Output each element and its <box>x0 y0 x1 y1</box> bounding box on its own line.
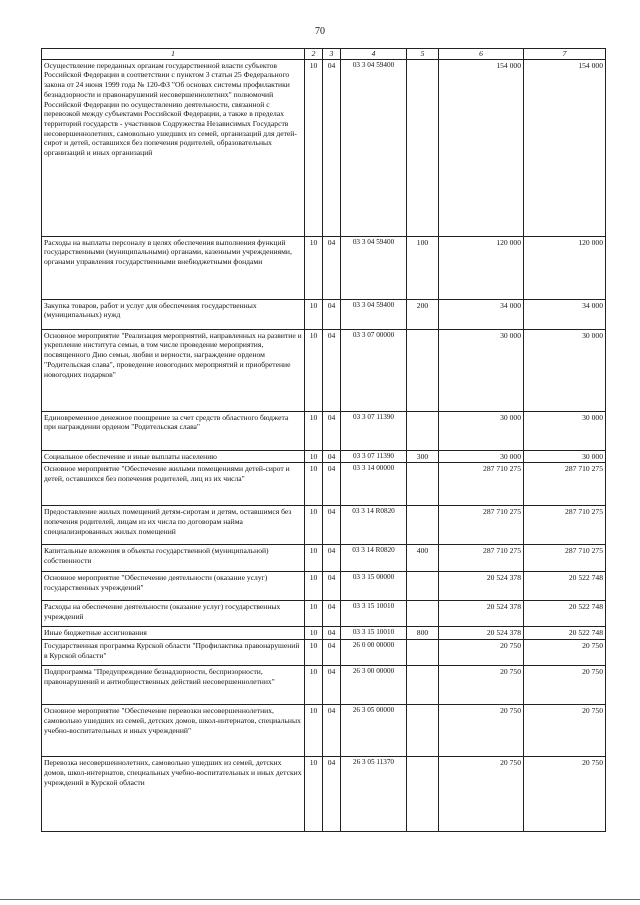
row-amount-1: 34 000 <box>439 299 524 329</box>
table-row <box>42 329 606 411</box>
row-amount-2: 287 710 275 <box>524 506 606 545</box>
row-amount-2: 30 000 <box>524 411 606 450</box>
row-subsection: 04 <box>323 411 341 450</box>
row-amount-2: 20 750 <box>524 757 606 832</box>
row-subsection: 04 <box>323 627 341 640</box>
row-amount-1: 287 710 275 <box>439 545 524 572</box>
row-amount-1: 30 000 <box>439 411 524 450</box>
row-subsection: 04 <box>323 666 341 705</box>
row-expense-type: 200 <box>407 299 439 329</box>
table-row <box>42 463 606 506</box>
row-name: Осуществление переданных органам государственной власти субъектов Российской Федерации в соответствии с пунктом 3 статьи 25 Федерального закона от 24 июня 1999 года № 120-ФЗ "Об основах системы профилактики безнадзорности и правонарушений несовершеннолетних" полномочий Российской Федерации по осуществлению деятельности, связанной с перевозкой между субъектами Российской Федерации, а также в пределах территорий государств - участников Содружества Независимых Государств несовершеннолетних, самовольно ушедших из семей, организаций для детей-сирот и детей, оставшихся без попечения родителей, образовательных организаций и иных организаций <box>42 59 305 236</box>
row-section: 10 <box>305 640 323 666</box>
row-subsection: 04 <box>323 757 341 832</box>
row-subsection: 04 <box>323 450 341 463</box>
row-expense-type <box>407 666 439 705</box>
row-amount-2: 30 000 <box>524 329 606 411</box>
table-row <box>42 601 606 627</box>
row-expense-type: 100 <box>407 236 439 299</box>
row-expense-type <box>407 757 439 832</box>
row-name: Основное мероприятие "Обеспечение перевозки несовершеннолетних, самовольно ушедших из семей, детских домов, школ-интернатов, специальных учебно-воспитательных и иных учреждений" <box>42 705 305 757</box>
table-row <box>42 640 606 666</box>
row-subsection: 04 <box>323 601 341 627</box>
row-section: 10 <box>305 627 323 640</box>
row-expense-type: 800 <box>407 627 439 640</box>
row-expense-type: 400 <box>407 545 439 572</box>
table-row <box>42 705 606 757</box>
table-row <box>42 572 606 601</box>
row-amount-1: 30 000 <box>439 450 524 463</box>
row-subsection: 04 <box>323 545 341 572</box>
row-amount-1: 20 750 <box>439 757 524 832</box>
row-amount-1: 20 750 <box>439 640 524 666</box>
table-row <box>42 450 606 463</box>
row-section: 10 <box>305 545 323 572</box>
row-amount-1: 20 750 <box>439 666 524 705</box>
row-name: Единовременное денежное поощрение за счет средств областного бюджета при награждении орденом "Родительская слава" <box>42 411 305 450</box>
row-expense-type <box>407 411 439 450</box>
budget-table <box>41 48 606 832</box>
row-amount-2: 20 522 748 <box>524 601 606 627</box>
row-target-code: 03 3 07 00000 <box>341 329 407 411</box>
row-target-code: 03 3 04 59400 <box>341 236 407 299</box>
row-target-code: 03 3 14 R0820 <box>341 506 407 545</box>
row-amount-1: 20 750 <box>439 705 524 757</box>
row-target-code: 26 3 00 00000 <box>341 666 407 705</box>
row-subsection: 04 <box>323 705 341 757</box>
row-amount-1: 30 000 <box>439 329 524 411</box>
row-section: 10 <box>305 411 323 450</box>
row-amount-1: 154 000 <box>439 59 524 236</box>
table-row <box>42 757 606 832</box>
row-amount-2: 20 750 <box>524 705 606 757</box>
row-expense-type <box>407 329 439 411</box>
row-section: 10 <box>305 506 323 545</box>
row-subsection: 04 <box>323 299 341 329</box>
row-name: Расходы на выплаты персоналу в целях обеспечения выполнения функций государственными (муниципальными) органами, казенными учреждениями, органами управления государственными внебюджетными фондами <box>42 236 305 299</box>
row-section: 10 <box>305 59 323 236</box>
table-row <box>42 627 606 640</box>
col-header-target-code: 4 <box>341 49 407 60</box>
row-name: Капитальные вложения в объекты государственной (муниципальной) собственности <box>42 545 305 572</box>
table-row <box>42 59 606 236</box>
row-section: 10 <box>305 463 323 506</box>
row-amount-2: 287 710 275 <box>524 463 606 506</box>
row-amount-2: 120 000 <box>524 236 606 299</box>
row-target-code: 03 3 04 59400 <box>341 299 407 329</box>
row-section: 10 <box>305 705 323 757</box>
row-amount-2: 34 000 <box>524 299 606 329</box>
row-expense-type <box>407 59 439 236</box>
col-header-name: 1 <box>42 49 305 60</box>
row-section: 10 <box>305 757 323 832</box>
row-subsection: 04 <box>323 329 341 411</box>
row-amount-1: 20 524 378 <box>439 601 524 627</box>
page-bottom-edge <box>0 899 640 900</box>
row-target-code: 03 3 04 59400 <box>341 59 407 236</box>
row-name: Подпрограмма "Предупреждение безнадзорности, беспризорности, правонарушений и антиобщественных действий несовершеннолетних" <box>42 666 305 705</box>
table-row <box>42 411 606 450</box>
row-expense-type: 300 <box>407 450 439 463</box>
table-row <box>42 299 606 329</box>
row-subsection: 04 <box>323 572 341 601</box>
table-row <box>42 506 606 545</box>
row-amount-2: 287 710 275 <box>524 545 606 572</box>
row-section: 10 <box>305 666 323 705</box>
table-row <box>42 666 606 705</box>
row-name: Основное мероприятие "Обеспечение деятельности (оказание услуг) государственных учреждений" <box>42 572 305 601</box>
row-expense-type <box>407 463 439 506</box>
row-name: Перевозка несовершеннолетних, самовольно ушедших из семей, детских домов, школ-интернатов, специальных учебно-воспитательных и иных детских учреждений в Курской области <box>42 757 305 832</box>
page-number: 70 <box>315 26 325 37</box>
row-target-code: 03 3 14 R0820 <box>341 545 407 572</box>
row-amount-2: 20 750 <box>524 640 606 666</box>
row-target-code: 26 3 05 00000 <box>341 705 407 757</box>
row-section: 10 <box>305 450 323 463</box>
row-section: 10 <box>305 601 323 627</box>
row-amount-1: 287 710 275 <box>439 506 524 545</box>
row-subsection: 04 <box>323 236 341 299</box>
col-header-amount-2: 7 <box>524 49 606 60</box>
row-target-code: 03 3 15 00000 <box>341 572 407 601</box>
row-target-code: 03 3 15 10010 <box>341 627 407 640</box>
row-name: Основное мероприятие "Обеспечение жилыми помещениями детей-сирот и детей, оставшихся без попечения родителей, лиц из их числа" <box>42 463 305 506</box>
row-name: Иные бюджетные ассигнования <box>42 627 305 640</box>
row-target-code: 03 3 15 10010 <box>341 601 407 627</box>
row-target-code: 26 0 00 00000 <box>341 640 407 666</box>
row-section: 10 <box>305 299 323 329</box>
row-amount-2: 20 750 <box>524 666 606 705</box>
row-subsection: 04 <box>323 506 341 545</box>
row-amount-1: 20 524 378 <box>439 627 524 640</box>
row-amount-2: 20 522 748 <box>524 572 606 601</box>
row-section: 10 <box>305 572 323 601</box>
row-name: Государственная программа Курской области "Профилактика правонарушений в Курской области" <box>42 640 305 666</box>
row-expense-type <box>407 572 439 601</box>
row-target-code: 03 3 07 11390 <box>341 450 407 463</box>
table-row <box>42 236 606 299</box>
row-name: Основное мероприятие "Реализация мероприятий, направленных на развитие и укрепление института семьи, в том числе проведение мероприятия, посвященного Дню семьи, любви и верности, награждение орденом "Родительская слава", проведение новогодних мероприятий и приобретение новогодних подарков" <box>42 329 305 411</box>
col-header-section: 2 <box>305 49 323 60</box>
row-name: Предоставление жилых помещений детям-сиротам и детям, оставшимся без попечения родителей, лицам из их числа по договорам найма специализированных жилых помещений <box>42 506 305 545</box>
row-amount-1: 287 710 275 <box>439 463 524 506</box>
table-row <box>42 545 606 572</box>
row-target-code: 03 3 14 00000 <box>341 463 407 506</box>
row-amount-1: 120 000 <box>439 236 524 299</box>
row-subsection: 04 <box>323 59 341 236</box>
row-expense-type <box>407 705 439 757</box>
row-target-code: 03 3 07 11390 <box>341 411 407 450</box>
row-name: Расходы на обеспечение деятельности (оказание услуг) государственных учреждений <box>42 601 305 627</box>
row-amount-1: 20 524 378 <box>439 572 524 601</box>
row-amount-2: 30 000 <box>524 450 606 463</box>
row-section: 10 <box>305 329 323 411</box>
row-subsection: 04 <box>323 463 341 506</box>
col-header-subsection: 3 <box>323 49 341 60</box>
row-target-code: 26 3 05 11370 <box>341 757 407 832</box>
row-expense-type <box>407 601 439 627</box>
row-section: 10 <box>305 236 323 299</box>
row-expense-type <box>407 506 439 545</box>
row-subsection: 04 <box>323 640 341 666</box>
row-expense-type <box>407 640 439 666</box>
col-header-amount-1: 6 <box>439 49 524 60</box>
row-name: Социальное обеспечение и иные выплаты населению <box>42 450 305 463</box>
header-row <box>42 49 606 60</box>
row-name: Закупка товаров, работ и услуг для обеспечения государственных (муниципальных) нужд <box>42 299 305 329</box>
row-amount-2: 20 522 748 <box>524 627 606 640</box>
col-header-expense-type: 5 <box>407 49 439 60</box>
row-amount-2: 154 000 <box>524 59 606 236</box>
